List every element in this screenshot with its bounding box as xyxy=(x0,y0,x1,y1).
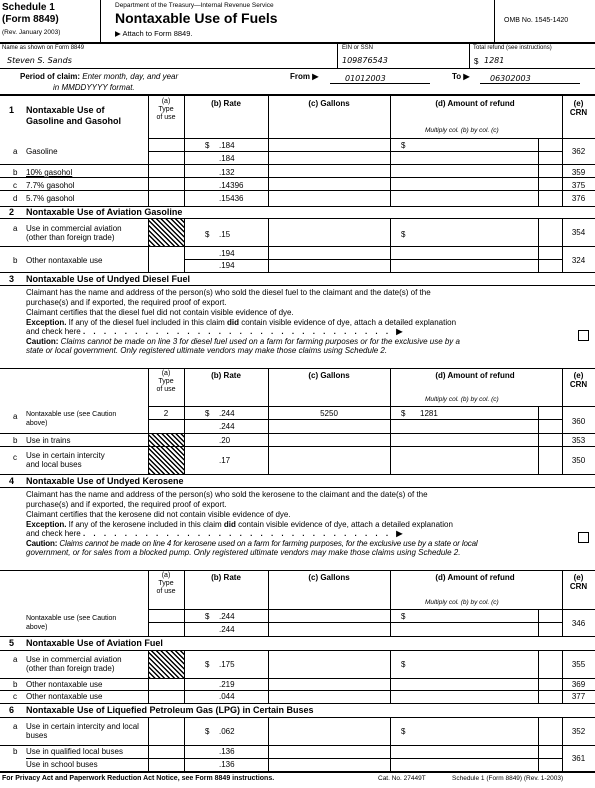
s5-row-c-label: Other nontaxable use xyxy=(26,692,103,701)
s3-crn-b: 353 xyxy=(571,436,586,445)
name-label: Name as shown on Form 8849 xyxy=(2,45,85,51)
s4-rate-2: .244 xyxy=(219,625,235,634)
s2-row-a-label: Use in commercial aviation (other than foreign trade) xyxy=(26,224,122,242)
s6-title: Nontaxable Use of Liquefied Petroleum Gas (LPG) in Certain Buses xyxy=(26,705,314,715)
s1-row-c-letter: c xyxy=(13,181,17,190)
name-value[interactable]: Steven S. Sands xyxy=(7,56,72,65)
s2-row-b-letter: b xyxy=(13,256,18,265)
s5-row-c-letter: c xyxy=(13,692,17,701)
s3-colhead-refund-sub: Multiply col. (b) by col. (c) xyxy=(425,396,499,403)
s4-colhead-refund: (d) Amount of refund xyxy=(435,573,515,582)
s5-rate-a: .175 xyxy=(219,660,235,669)
form-title: Nontaxable Use of Fuels xyxy=(115,10,278,26)
s4-row-label: Nontaxable use (see Caution above) xyxy=(26,615,117,631)
omb-number: OMB No. 1545-1420 xyxy=(504,17,569,24)
s3-row-a-letter: a xyxy=(13,412,18,421)
to-label: To ▶ xyxy=(452,72,470,81)
colhead-crn: (e) CRN xyxy=(569,99,588,117)
from-label: From ▶ xyxy=(290,72,319,81)
s2-num: 2 xyxy=(9,207,15,217)
s3-paragraph: Claimant has the name and address of the person(s) who sold the diesel fuel to the claimant and the date(s) of the purchase(s) and if exported, the required proof of export. Claimant certifies that the diesel fuel did not contain visible evidence of dye. Exception. If any of the diesel fuel included in this claim did contain visible evidence of dye, attach a detailed explanation and check here . . . . . . . . . . . . . . . . . . . . . . . . . . . . . . ▶ Caution: Claims cannot be made on line 3 for diesel fuel used on a farm for farming purposes or for the exclusive use by a state or local government. Only registered ultimate vendors may make those claims using Schedule 2. xyxy=(26,288,460,355)
s1-rate-d: .15436 xyxy=(219,194,244,203)
s3-colhead-refund: (d) Amount of refund xyxy=(435,371,515,380)
s6-row-b-label2: Use in school buses xyxy=(26,760,98,769)
s4-colhead-rate: (b) Rate xyxy=(211,573,241,582)
s4-num: 4 xyxy=(9,476,15,486)
s1-row-b-label: 10% gasohol xyxy=(26,168,73,177)
s3-row-c-label: Use in certain intercity and local buses xyxy=(26,451,105,469)
s6-row-a-letter: a xyxy=(13,722,18,731)
s1-crn-d: 376 xyxy=(571,194,586,203)
s3-rate-c: .17 xyxy=(219,456,231,465)
colhead-rate: (b) Rate xyxy=(211,99,241,108)
s3-colhead-type: (a) Type of use xyxy=(156,370,176,393)
s6-crn-b: 361 xyxy=(571,754,586,763)
s3-rate-a1: .244 xyxy=(219,409,235,418)
colhead-refund: (d) Amount of refund xyxy=(435,99,515,108)
s4-rate-1: .244 xyxy=(219,612,235,621)
s6-refund-dollar: $ xyxy=(401,727,406,736)
s6-num: 6 xyxy=(9,705,15,715)
s3-colhead-crn: (e) CRN xyxy=(569,371,588,389)
s2-title: Nontaxable Use of Aviation Gasoline xyxy=(26,207,183,217)
s6-row-a-label: Use in certain intercity and local buses xyxy=(26,722,139,740)
s3-refund-a[interactable]: 1281 xyxy=(420,409,438,418)
s3-crn-a: 360 xyxy=(571,417,586,426)
s2-crn-a: 354 xyxy=(571,228,586,237)
s3-crn-c: 350 xyxy=(571,456,586,465)
s1-row-a-letter: a xyxy=(13,147,18,156)
colhead-refund-sub: Multiply col. (b) by col. (c) xyxy=(425,127,499,134)
s1-row-b-letter: b xyxy=(13,168,18,177)
s4-crn: 346 xyxy=(571,619,586,628)
form-number: (Form 8849) xyxy=(2,14,59,25)
period-line2: in MMDDYYYY format. xyxy=(53,83,135,92)
s2-rate-a: .15 xyxy=(219,230,231,239)
footer-schedule: Schedule 1 (Form 8849) (Rev. 1-2003) xyxy=(452,775,564,782)
s4-colhead-type: (a) Type of use xyxy=(156,572,176,595)
s3-num: 3 xyxy=(9,274,15,284)
s1-row-c-label: 7.7% gasohol xyxy=(26,181,75,190)
s4-colhead-refund-sub: Multiply col. (b) by col. (c) xyxy=(425,599,499,606)
s1-row-a-label: Gasoline xyxy=(26,147,58,156)
s3-row-b-label: Use in trains xyxy=(26,436,71,445)
s1-row-d-letter: d xyxy=(13,194,18,203)
ein-value[interactable]: 109876543 xyxy=(342,56,388,65)
s5-row-b-label: Other nontaxable use xyxy=(26,680,103,689)
s3-dollar: $ xyxy=(205,409,210,418)
s3-rate-a2: .244 xyxy=(219,422,235,431)
s1-row-d-label: 5.7% gasohol xyxy=(26,194,75,203)
s1-dollar: $ xyxy=(205,141,210,150)
s1-refund-dollar: $ xyxy=(401,141,406,150)
s3-refund-dollar: $ xyxy=(401,409,406,418)
revision-date: (Rev. January 2003) xyxy=(2,29,61,36)
s3-hatch-c xyxy=(149,447,184,474)
s2-dollar: $ xyxy=(205,230,210,239)
s4-title: Nontaxable Use of Undyed Kerosene xyxy=(26,476,184,486)
s2-row-b-label: Other nontaxable use xyxy=(26,256,103,265)
s5-title: Nontaxable Use of Aviation Fuel xyxy=(26,638,163,648)
colhead-type: (a) Type of use xyxy=(156,98,176,121)
dollar-sign: $ xyxy=(474,57,479,66)
attach-note: ▶ Attach to Form 8849. xyxy=(115,29,193,38)
refund-total-label: Total refund (see instructions) xyxy=(473,45,552,51)
s3-colhead-rate: (b) Rate xyxy=(211,371,241,380)
s4-dye-checkbox[interactable] xyxy=(578,532,589,543)
s5-row-a-label: Use in commercial aviation (other than foreign trade) xyxy=(26,655,122,673)
from-date[interactable]: 01012003 xyxy=(345,74,386,83)
s6-row-b-label1: Use in qualified local buses xyxy=(26,747,123,756)
s5-crn-c: 377 xyxy=(571,692,586,701)
s6-rate-b2: .136 xyxy=(219,760,235,769)
s5-crn-a: 355 xyxy=(571,660,586,669)
s3-hatch-b xyxy=(149,434,184,446)
s3-row-a-label: Nontaxable use (see Caution above) xyxy=(26,411,117,427)
s3-gallons-a[interactable]: 5250 xyxy=(320,409,338,418)
s6-crn-a: 352 xyxy=(571,727,586,736)
s5-num: 5 xyxy=(9,638,15,648)
s4-colhead-crn: (e) CRN xyxy=(569,573,588,591)
s2-rate-b2: .194 xyxy=(219,261,235,270)
s5-rate-c: .044 xyxy=(219,692,235,701)
s3-dye-checkbox[interactable] xyxy=(578,330,589,341)
s6-dollar: $ xyxy=(205,727,210,736)
s2-row-a-letter: a xyxy=(13,224,18,233)
s4-dollar: $ xyxy=(205,612,210,621)
s1-rate-a2: .184 xyxy=(219,154,235,163)
s5-row-a-letter: a xyxy=(13,655,18,664)
refund-total-value[interactable]: 1281 xyxy=(484,56,505,65)
s1-rate-a1: .184 xyxy=(219,141,235,150)
period-line1: Period of claim: Enter month, day, and year xyxy=(20,72,179,81)
s2-hatch xyxy=(149,219,184,246)
s5-row-b-letter: b xyxy=(13,680,18,689)
s3-rate-b: .20 xyxy=(219,436,231,445)
s1-rate-b: .132 xyxy=(219,168,235,177)
s1-crn-a: 362 xyxy=(571,147,586,156)
s1-crn-b: 359 xyxy=(571,168,586,177)
s1-title: Nontaxable Use of Gasoline and Gasohol xyxy=(26,105,122,126)
s1-rate-c: .14396 xyxy=(219,181,244,190)
s2-crn-b: 324 xyxy=(571,256,586,265)
s5-crn-b: 369 xyxy=(571,680,586,689)
s3-row-b-letter: b xyxy=(13,436,18,445)
s1-crn-c: 375 xyxy=(571,181,586,190)
ein-label: EIN or SSN xyxy=(342,45,374,51)
s5-hatch xyxy=(149,651,184,678)
s4-paragraph: Claimant has the name and address of the person(s) who sold the kerosene to the claimant and the date(s) of the purchase(s) and if exported, the required proof of export. Claimant certifies that the kerosene did not contain visible evidence of dye. Exception. If any of the kerosene included in this claim did contain visible evidence of dye, attach a detailed explanation and check here . . . . . . . . . . . . . . . . . . . . . . . . . . . . . . ▶ Caution: Claims cannot be made on line 4 for kerosene used on a farm for farming purposes, for the exclusive use by a state or local government, or for sales from a blocked pump. Only registered ultimate vendors may make those claims using Schedule 2. xyxy=(26,490,478,557)
colhead-gallons: (c) Gallons xyxy=(308,99,350,108)
s5-refund-dollar: $ xyxy=(401,660,406,669)
footer-cat: Cat. No. 27449T xyxy=(378,775,426,782)
s6-rate-b1: .136 xyxy=(219,747,235,756)
s6-row-b-letter: b xyxy=(13,747,18,756)
s5-rate-b: .219 xyxy=(219,680,235,689)
s3-type-a[interactable]: 2 xyxy=(163,409,169,418)
to-date[interactable]: 06302003 xyxy=(490,74,531,83)
s4-refund-dollar: $ xyxy=(401,612,406,621)
department-label: Department of the Treasury—Internal Revenue Service xyxy=(115,2,274,9)
s3-row-c-letter: c xyxy=(13,453,17,462)
s2-refund-dollar: $ xyxy=(401,230,406,239)
schedule-label: Schedule 1 xyxy=(2,2,55,13)
s1-num: 1 xyxy=(9,105,15,115)
s5-dollar: $ xyxy=(205,660,210,669)
s6-rate-a: .062 xyxy=(219,727,235,736)
s2-rate-b1: .194 xyxy=(219,249,235,258)
s4-colhead-gallons: (c) Gallons xyxy=(308,573,350,582)
footer-privacy: For Privacy Act and Paperwork Reduction Act Notice, see Form 8849 instructions. xyxy=(2,775,275,782)
s3-colhead-gallons: (c) Gallons xyxy=(308,371,350,380)
s3-title: Nontaxable Use of Undyed Diesel Fuel xyxy=(26,274,191,284)
